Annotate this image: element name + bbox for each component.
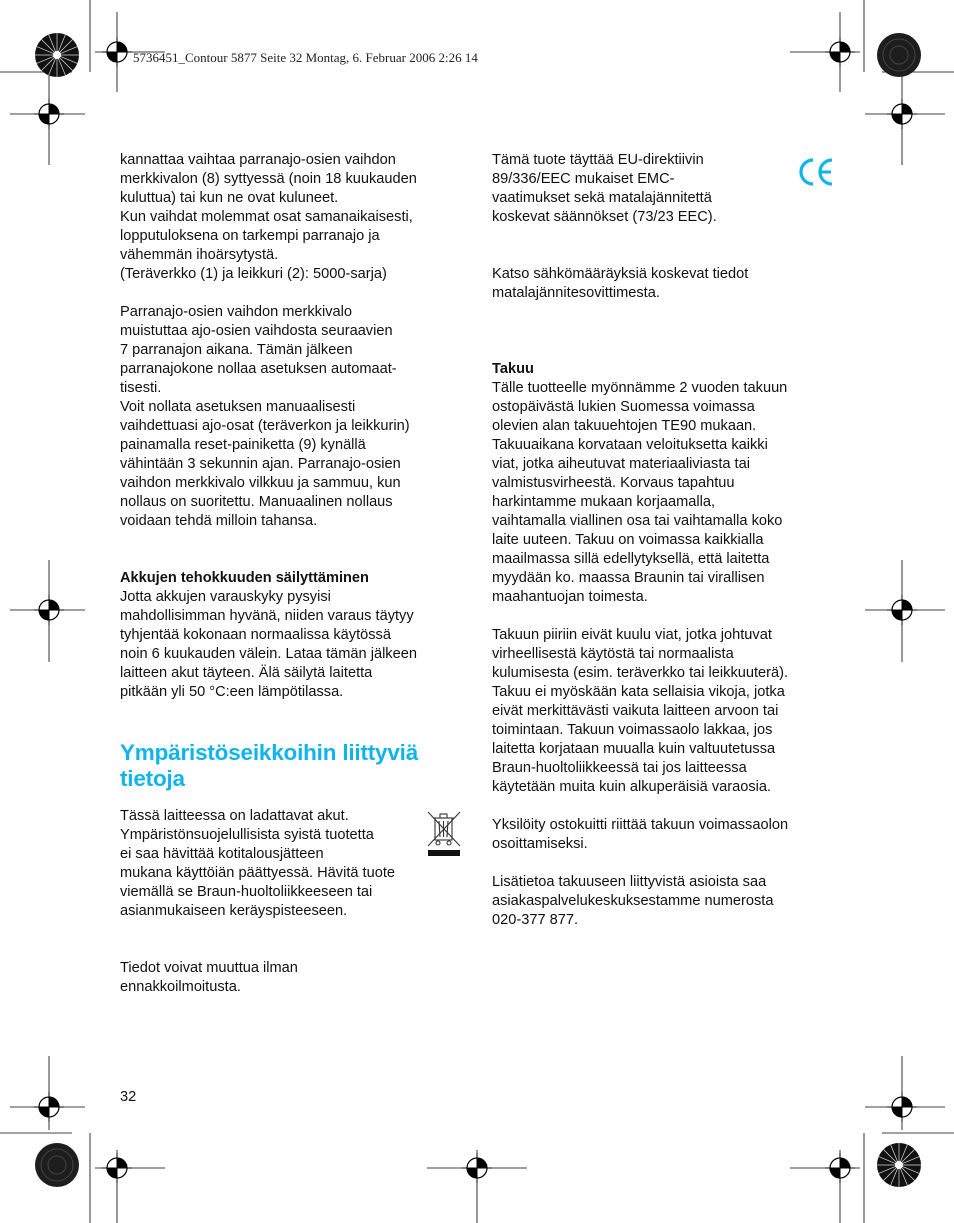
environment-heading: Ympäristöseikkoihin liittyviä tietoja xyxy=(120,740,419,791)
ce-mark-icon xyxy=(796,155,836,189)
ce-paragraph: Tämä tuote täyttää EU-direktiivin 89/336/EEC mukaiset EMC- vaatimukset sekä matalajännitettä koskevat säännökset (73/23 EEC). xyxy=(492,152,717,225)
warranty-paragraph-2: Takuun piiriin eivät kuulu viat, jotka johtuvat virheellisestä käytöstä tai normaalista kulumisesta (esim. teräverkko tai leikkuuterä). Takuu ei myöskään kata sellaisia vikoja, jotka eivät merkittävästi vaikuta laitteen arvoon tai toimintaan. Takuun voimassaolo lakkaa, jos laitetta korjataan muualla kuin valtuutetussa Braun-huoltoliikkeessä tai jos laitteessa käytetään muita kuin alkuperäisiä varaosia. xyxy=(492,627,789,795)
reset-indicator-paragraph: Parranajo-osien vaihdon merkkivalo muistuttaa ajo-osien vaihdosta seuraavien 7 parranajon aikana. Tämän jälkeen parranajokone nollaa asetuksen automaat- tisesti. Voit nollata asetuksen manuaalisesti vaihdettuasi ajo-osat (teräverkon ja leikkurin) painamalla reset-painiketta (9) kynällä vähintään 3 sekunnin ajan. Parranajo-osien vaihdon merkkivalo vilkkuu ja sammuu, kun nollaus on suoritettu. Manuaalinen nollaus voidaan tehdä milloin tahansa. xyxy=(120,304,410,529)
low-voltage-paragraph: Katso sähkömääräyksiä koskevat tiedot matalajännitesovittimesta. xyxy=(492,266,749,301)
battery-heading: Akkujen tehokkuuden säilyttäminen xyxy=(120,570,369,586)
right-column xyxy=(492,151,837,930)
battery-paragraph: Jotta akkujen varauskyky pysyisi mahdollisimman hyvänä, niiden varaus täytyy tyhjentää kokonaan normaalissa käytössä noin 6 kuukauden välein. Lataa tämän jälkeen laitteen akut täyteen. Älä säilytä laitetta pitkään yli 50 °C:een lämpötilassa. xyxy=(120,589,417,700)
print-slug: 5736451_Contour 5877 Seite 32 Montag, 6. Februar 2006 2:26 14 xyxy=(133,50,478,65)
warranty-paragraph-4: Lisätietoa takuuseen liittyvistä asioista saa asiakaspalvelukeskuksestamme numerosta 020-377 877. xyxy=(492,874,774,928)
left-column xyxy=(120,151,465,997)
notice-paragraph: Tiedot voivat muuttua ilman ennakkoilmoitusta. xyxy=(120,960,298,995)
warranty-heading: Takuu xyxy=(492,361,534,377)
warranty-paragraph-3: Yksilöity ostokuitti riittää takuun voimassaolon osoittamiseksi. xyxy=(492,817,789,852)
warranty-paragraph-1: Tälle tuotteelle myönnämme 2 vuoden takuun ostopäivästä lukien Suomessa voimassa olevien alan takuuehtojen TE90 mukaan. Takuuaikana korvataan veloituksetta kaikki viat, jotka aiheutuvat materiaaliviasta tai valmistusvirheestä. Korvaus tapahtuu harkintamme mukaan korjaamalla, vaihtamalla viallinen osa tai vaihtamalla koko laite uuteen. Takuu on voimassa kaikkialla maailmassa sillä edellytyksellä, että laitetta myydään ko. maassa Braunin tai virallisen maahantuojan toimesta. xyxy=(492,380,788,605)
crossed-bin-icon xyxy=(426,808,462,858)
replace-parts-paragraph: kannattaa vaihtaa parranajo-osien vaihdon merkkivalon (8) syttyessä (noin 18 kuukauden kuluttua) tai kun ne ovat kuluneet. Kun vaihdat molemmat osat samanaikaisesti, lopputuloksena on tarkempi parranajo ja vähemmän ihoärsytystä. (Teräverkko (1) ja leikkuri (2): 5000-sarja) xyxy=(120,152,417,282)
environment-paragraph: Tässä laitteessa on ladattavat akut. Ympäristönsuojelullisista syistä tuotetta ei saa hävittää kotitalousjätteen mukana käyttöiän päättyessä. Hävitä tuote viemällä se Braun-huoltoliikkeeseen tai asianmukaiseen keräyspisteeseen. xyxy=(120,808,396,919)
page-number: 32 xyxy=(120,1089,137,1105)
